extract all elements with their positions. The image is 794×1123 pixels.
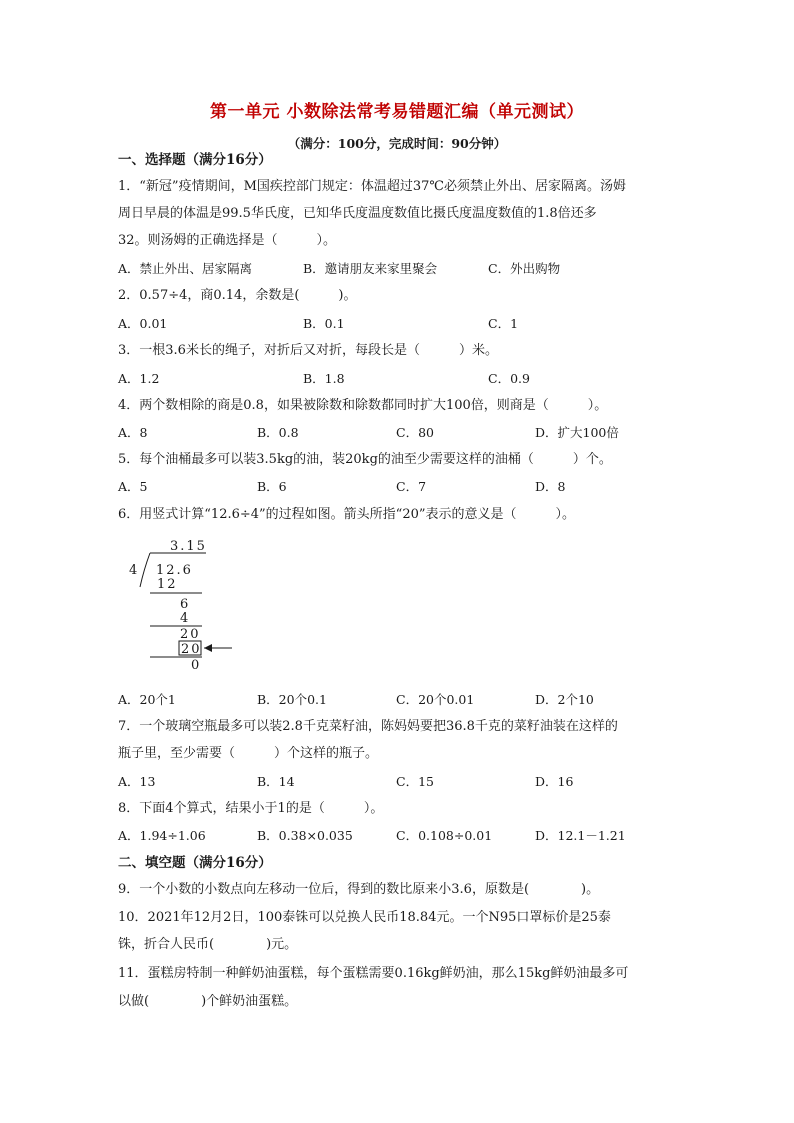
page-subtitle: （满分：100分，完成时间：90分钟）	[287, 136, 507, 151]
page-title: 第一单元 小数除法常考易错题汇编（单元测试）	[210, 102, 584, 122]
q1-option-a: A．禁止外出、居家隔离	[118, 261, 253, 276]
q4-option-d: D．扩大100倍	[535, 425, 619, 440]
division-quotient: 3.15	[170, 539, 207, 554]
section-heading-choice: 一、选择题（满分16分）	[118, 152, 272, 168]
q1-option-b: B．邀请朋友来家里聚会	[303, 261, 438, 276]
q6-option-b: B．20个0.1	[257, 692, 327, 707]
q5-option-b: B．6	[257, 479, 287, 494]
division-remainder: 0	[191, 658, 200, 673]
q4-option-c: C．80	[396, 425, 434, 440]
q5-option-a: A．5	[118, 479, 148, 494]
q3-option-b: B．1.8	[303, 371, 345, 386]
q5-option-d: D．8	[535, 479, 566, 494]
q8-option-d: D．12.1－1.21	[535, 828, 626, 843]
question-10-line-1: 10．2021年12月2日，100泰铢可以兑换人民币18.84元。一个N95口罩标价是25泰	[118, 910, 611, 925]
question-5: 5．每个油桶最多可以装3.5kg的油，装20kg的油至少需要这样的油桶（ ）个。	[118, 452, 612, 467]
q6-option-a: A．20个1	[118, 692, 176, 707]
question-8: 8．下面4个算式，结果小于1的是（ ）。	[118, 801, 384, 816]
division-divisor: 4	[129, 563, 138, 578]
division-step-2: 6	[180, 597, 189, 612]
q6-option-c: C．20个0.01	[396, 692, 475, 707]
question-1-line-3: 32。则汤姆的正确选择是（ ）。	[118, 233, 337, 248]
q7-option-b: B．14	[257, 774, 295, 789]
q7-option-c: C．15	[396, 774, 434, 789]
division-step-4: 20	[180, 627, 201, 642]
division-dividend: 12.6	[156, 563, 193, 578]
q8-option-c: C．0.108÷0.01	[396, 828, 493, 843]
arrow-left-icon	[204, 644, 212, 652]
question-7-line-1: 7．一个玻璃空瓶最多可以装2.8千克菜籽油，陈妈妈要把36.8千克的菜籽油装在这样的	[118, 719, 618, 734]
q3-option-a: A．1.2	[118, 371, 160, 386]
division-step-3: 4	[180, 611, 189, 626]
division-bracket	[140, 553, 150, 587]
q4-option-a: A．8	[118, 425, 148, 440]
q7-option-d: D．16	[535, 774, 574, 789]
division-step-5: 20	[181, 642, 202, 657]
question-11-line-1: 11．蛋糕房特制一种鲜奶油蛋糕，每个蛋糕需要0.16kg鲜奶油，那么15kg鲜奶油最多可	[118, 966, 629, 981]
q6-option-d: D．2个10	[535, 692, 594, 707]
question-1-line-1: 1．“新冠”疫情期间，M国疾控部门规定：体温超过37℃必须禁止外出、居家隔离。汤姆	[118, 179, 626, 194]
question-6: 6．用竖式计算“12.6÷4”的过程如图。箭头所指“20”表示的意义是（ ）。	[118, 507, 576, 522]
section-heading-fill: 二、填空题（满分16分）	[118, 855, 272, 871]
question-1-line-2: 周日早晨的体温是99.5华氏度，已知华氏度温度数值比摄氏度温度数值的1.8倍还多	[118, 206, 597, 221]
q2-option-b: B．0.1	[303, 316, 345, 331]
question-2: 2．0.57÷4，商0.14，余数是( )。	[118, 288, 357, 303]
q5-option-c: C．7	[396, 479, 427, 494]
q8-option-a: A．1.94÷1.06	[118, 828, 206, 843]
q4-option-b: B．0.8	[257, 425, 299, 440]
question-11-line-2: 以做( )个鲜奶油蛋糕。	[118, 994, 298, 1009]
question-4: 4．两个数相除的商是0.8，如果被除数和除数都同时扩大100倍，则商是（ ）。	[118, 398, 608, 413]
question-7-line-2: 瓶子里，至少需要（ ）个这样的瓶子。	[118, 746, 379, 761]
question-3: 3．一根3.6米长的绳子，对折后又对折，每段长是（ ）米。	[118, 343, 498, 358]
q7-option-a: A．13	[118, 774, 156, 789]
question-10-line-2: 铢，折合人民币( )元。	[118, 937, 298, 952]
long-division-figure	[120, 535, 250, 675]
q8-option-b: B．0.38×0.035	[257, 828, 353, 843]
division-step-1: 12	[157, 577, 178, 592]
q1-option-c: C．外出购物	[488, 261, 561, 276]
question-9: 9．一个小数的小数点向左移动一位后，得到的数比原来小3.6，原数是( )。	[118, 882, 600, 897]
q2-option-a: A．0.01	[118, 316, 168, 331]
q2-option-c: C．1	[488, 316, 519, 331]
q3-option-c: C．0.9	[488, 371, 530, 386]
